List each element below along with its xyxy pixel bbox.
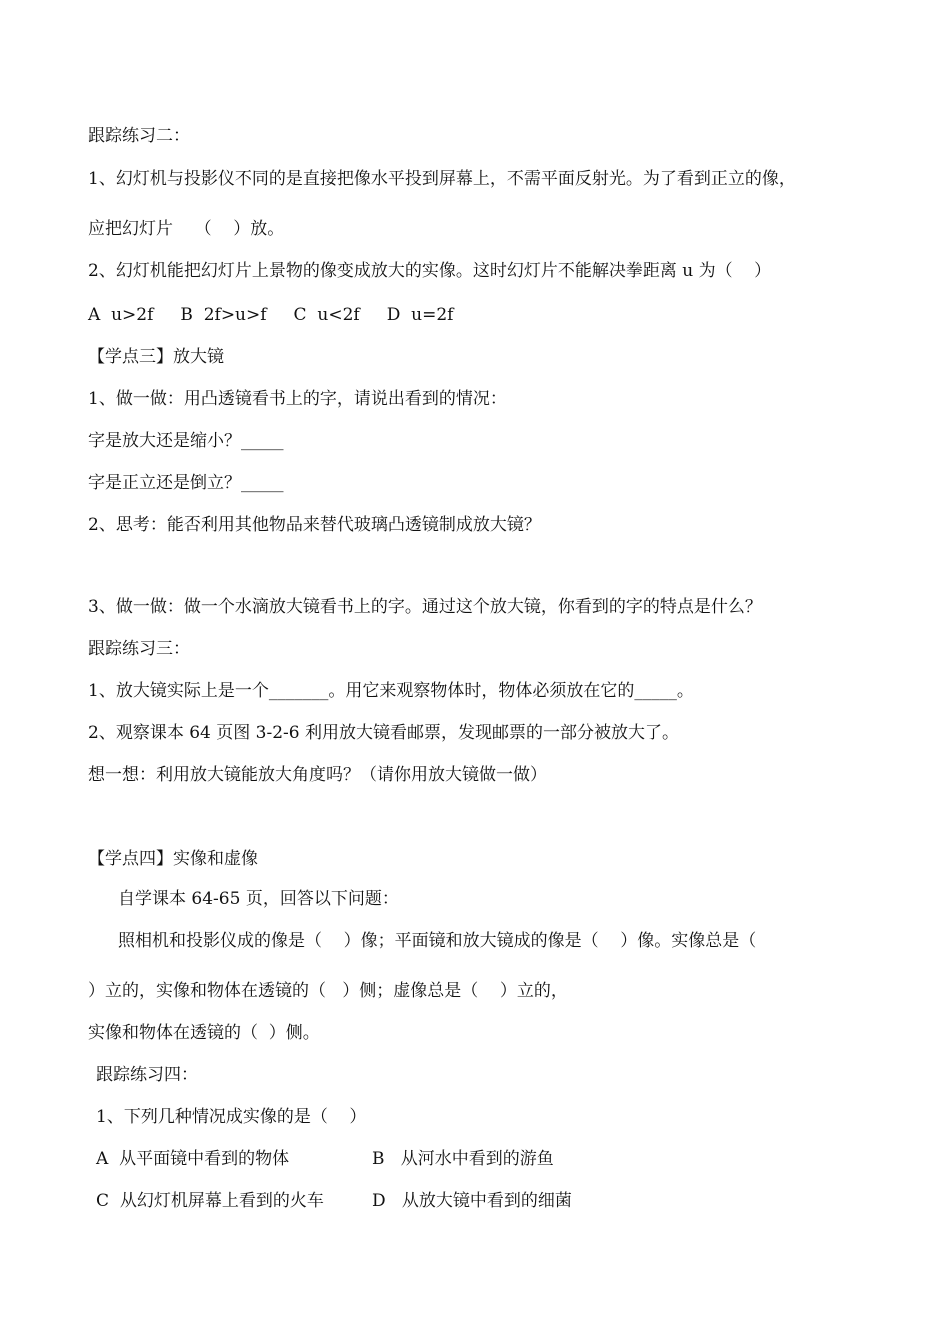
section-heading-point-3: 【学点三】放大镜 [88, 347, 224, 367]
image-question-line-3: 实像和物体在透镜的（ ）侧。 [88, 1023, 320, 1043]
question-2-options: A u>2f B 2f>u>f C u<2f D u=2f [88, 305, 454, 325]
activity-3: 3、做一做：做一个水滴放大镜看书上的字。通过这个放大镜，你看到的字的特点是什么？ [88, 597, 762, 617]
practice-3-question-1: 1、放大镜实际上是一个_______。用它来观察物体时，物体必须放在它的_____。 [88, 681, 694, 701]
question-1-line-1: 1、幻灯机与投影仪不同的是直接把像水平投到屏幕上，不需平面反射光。为了看到正立的像， [88, 169, 796, 189]
activity-1-blank-2: 字是正立还是倒立？_____ [88, 473, 284, 493]
question-2: 2、幻灯机能把幻灯片上景物的像变成放大的实像。这时幻灯片不能解决拳距离 u 为（ ） [88, 261, 772, 281]
section-heading-point-4: 【学点四】实像和虚像 [88, 849, 258, 869]
think-again: 想一想：利用放大镜能放大角度吗？（请你用放大镜做一做） [88, 765, 547, 785]
option-b: B 从河水中看到的游鱼 [372, 1149, 554, 1169]
self-study-instruction: 自学课本 64-65 页，回答以下问题： [118, 889, 399, 909]
image-question-line-2: ）立的，实像和物体在透镜的（ ）侧；虚像总是（ ）立的， [88, 981, 568, 1001]
activity-1: 1、做一做：用凸透镜看书上的字，请说出看到的情况： [88, 389, 507, 409]
section-heading-practice-3: 跟踪练习三： [88, 639, 190, 659]
section-heading-practice-2: 跟踪练习二： [88, 126, 190, 146]
practice-4-question-1: 1、下列几种情况成实像的是（ ） [96, 1107, 367, 1127]
section-heading-practice-4: 跟踪练习四： [96, 1065, 198, 1085]
option-c: C 从幻灯机屏幕上看到的火车 [96, 1191, 324, 1211]
think-question: 2、思考：能否利用其他物品来替代玻璃凸透镜制成放大镜？ [88, 515, 541, 535]
question-1-line-2: 应把幻灯片 （ ）放。 [88, 219, 285, 239]
practice-3-question-2: 2、观察课本 64 页图 3-2-6 利用放大镜看邮票，发现邮票的一部分被放大了。 [88, 723, 679, 743]
activity-1-blank-1: 字是放大还是缩小？_____ [88, 431, 284, 451]
option-a: A 从平面镜中看到的物体 [96, 1149, 290, 1169]
image-question-line-1: 照相机和投影仪成的像是（ ）像；平面镜和放大镜成的像是（ ）像。实像总是（ [118, 931, 757, 951]
option-d: D 从放大镜中看到的细菌 [372, 1191, 572, 1211]
